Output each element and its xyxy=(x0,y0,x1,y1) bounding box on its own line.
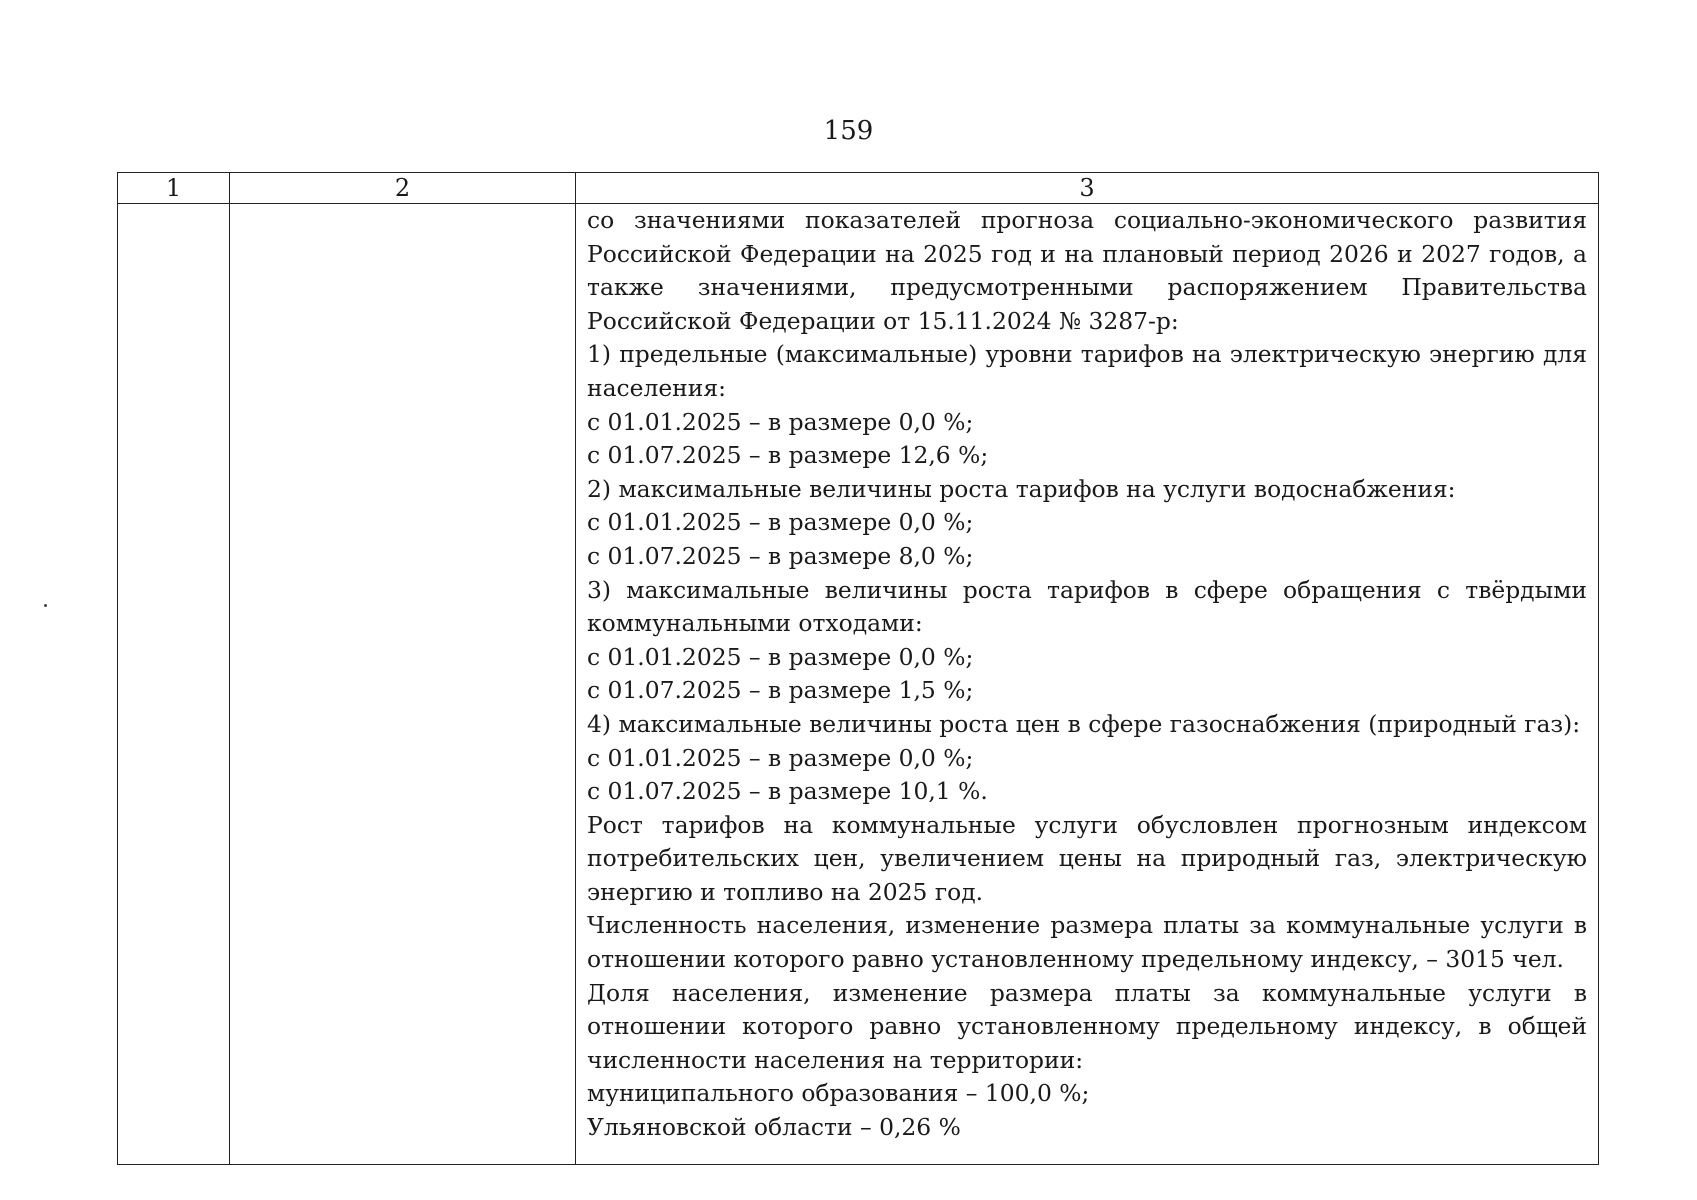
paragraph: Ульяновской области – 0,26 % xyxy=(587,1113,961,1142)
scan-dot-mark xyxy=(44,604,47,607)
paragraph: 3) максимальные величины роста тарифов в сфере обращения с твёрдыми коммунальными отходами: xyxy=(587,575,1587,638)
cell-col-2 xyxy=(230,204,576,1165)
paragraph: с 01.01.2025 – в размере 0,0 %; xyxy=(587,508,974,537)
cell-col-3-content xyxy=(576,204,1598,1149)
paragraph: Численность населения, изменение размера платы за коммунальные услуги в отношении которого равно установленному предельному индексу, – 3015 чел. xyxy=(587,911,1587,974)
cell-col-3 xyxy=(576,204,1599,1165)
document-table xyxy=(117,172,1599,1165)
table-row xyxy=(118,204,1599,1165)
paragraph: с 01.07.2025 – в размере 1,5 %; xyxy=(587,676,974,705)
paragraph: 4) максимальные величины роста цен в сфере газоснабжения (природный газ): xyxy=(587,709,1581,738)
paragraph: Доля населения, изменение размера платы за коммунальные услуги в отношении которого равно установленному предельному индексу, в общей численности населения на территории: xyxy=(587,978,1587,1074)
paragraph: с 01.01.2025 – в размере 0,0 %; xyxy=(587,407,974,436)
paragraph: с 01.07.2025 – в размере 8,0 %; xyxy=(587,541,974,570)
paragraph: с 01.01.2025 – в размере 0,0 %; xyxy=(587,642,974,671)
header-cell-3: 3 xyxy=(576,173,1599,204)
page-number: 159 xyxy=(823,116,874,146)
paragraph: 2) максимальные величины роста тарифов на услуги водоснабжения: xyxy=(587,474,1456,503)
header-cell-1: 1 xyxy=(118,173,230,204)
paragraph: Рост тарифов на коммунальные услуги обусловлен прогнозным индексом потребительских цен, увеличением цены на природный газ, электрическую энергию и топливо на 2025 год. xyxy=(587,810,1587,906)
cell-col-1 xyxy=(118,204,230,1165)
paragraph: со значениями показателей прогноза социально-экономического развития Российской Федерации на 2025 год и на плановый период 2026 и 2027 годов, а также значениями, предусмотренными распоряжением Правительства Российской Федерации от 15.11.2024 № 3287-р: xyxy=(587,206,1587,335)
header-cell-2: 2 xyxy=(230,173,576,204)
paragraph: с 01.07.2025 – в размере 12,6 %; xyxy=(587,441,989,470)
paragraph: с 01.07.2025 – в размере 10,1 %. xyxy=(587,777,988,806)
paragraph: с 01.01.2025 – в размере 0,0 %; xyxy=(587,743,974,772)
table-header-row xyxy=(118,173,1599,204)
paragraph: муниципального образования – 100,0 %; xyxy=(587,1079,1090,1108)
paragraph: 1) предельные (максимальные) уровни тарифов на электрическую энергию для населения: xyxy=(587,340,1587,402)
